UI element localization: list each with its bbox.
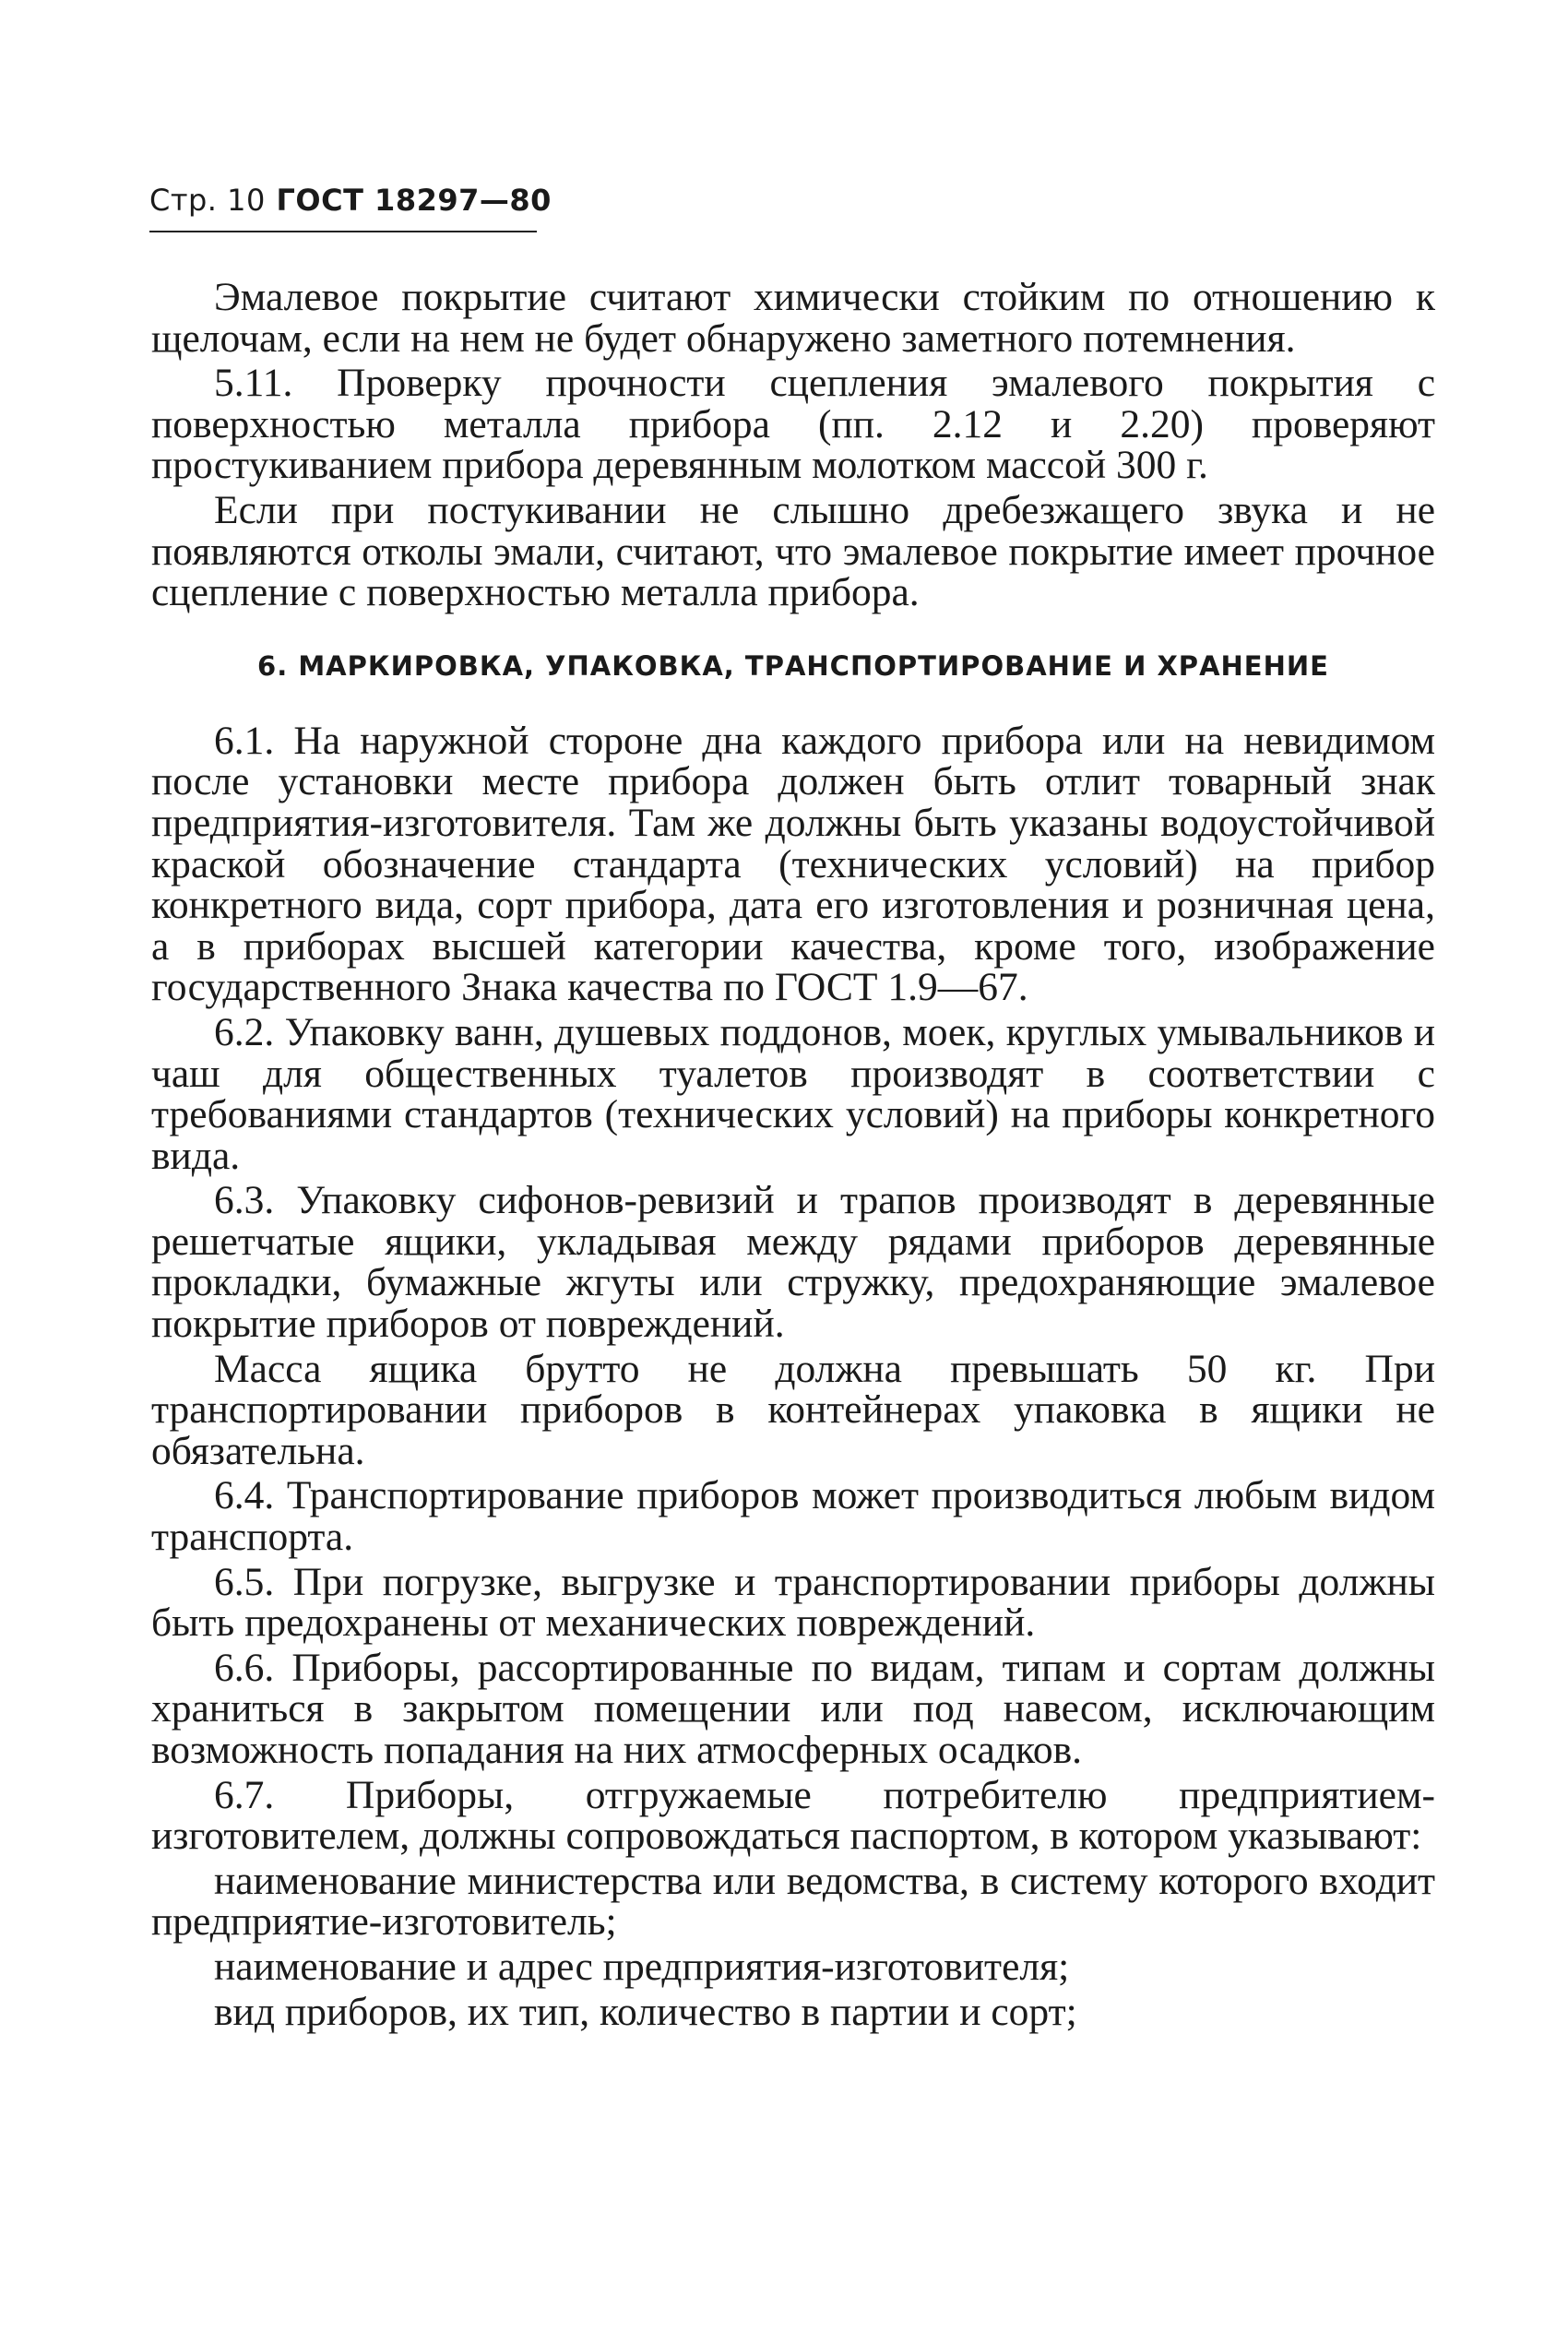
header-divider [149,231,537,232]
document-body [151,277,1435,2036]
paragraph-6-1: 6.1. На наружной стороне дна каждого прибора или на невидимом после установки месте прибора должен быть отлит товарный знак предприятия-изготовителя. Там же должны быть указаны водоустойчивой краской обозначение стандарта (технических условий) на прибор конкретного вида, сорт прибора, дата его изготовления и розничная цена, а в приборах высшей категории качества, кроме того, изображение государственного Знака качества по ГОСТ 1.9—67. [151,718,1435,1010]
paragraph-6-7: 6.7. Приборы, отгружаемые потребителю предприятием-изготовителем, должны сопровождаться паспортом, в котором указывают: [151,1772,1435,1859]
page-header [149,183,552,218]
paragraph-enamel-alkali: Эмалевое покрытие считают химически стойким по отношению к щелочам, если на нем не будет обнаружено заметного потемнения. [151,275,1435,361]
list-item-manufacturer: наименование и адрес предприятия-изготовителя; [214,1944,1070,1989]
paragraph-tapping-result: Если при постукивании не слышно дребезжащего звука и не появляются отколы эмали, считают, что эмалевое покрытие имеет прочное сцепление с поверхностью металла прибора. [151,487,1435,615]
paragraph-6-3: 6.3. Упаковку сифонов-ревизий и трапов производят в деревянные решетчатые ящики, укладывая между рядами приборов деревянные прокладки, бумажные жгуты или стружку, предохраняющие эмалевое покрытие приборов от повреждений. [151,1178,1435,1347]
section-6-title: 6. МАРКИРОВКА, УПАКОВКА, ТРАНСПОРТИРОВАНИЕ И ХРАНЕНИЕ [257,649,1329,682]
list-item-ministry: наименование министерства или ведомства, в систему которого входит предприятие-изготовитель; [151,1858,1435,1945]
standard-designation: ГОСТ 18297—80 [276,183,552,218]
paragraph-6-6: 6.6. Приборы, рассортированные по видам, типам и сортам должны храниться в закрытом помещении или под навесом, исключающим возможность попадания на них атмосферных осадков. [151,1645,1435,1772]
paragraph-box-mass: Масса ящика брутто не должна превышать 50 кг. При транспортировании приборов в контейнерах упаковка в ящики не обязательна. [151,1346,1435,1473]
paragraph-6-5: 6.5. При погрузке, выгрузке и транспортировании приборы должны быть предохранены от механических повреждений. [151,1559,1435,1646]
paragraph-6-4: 6.4. Транспортирование приборов может производиться любым видом транспорта. [151,1473,1435,1560]
list-item-device-type: вид приборов, их тип, количество в партии и сорт; [214,1989,1077,2034]
paragraph-5-11: 5.11. Проверку прочности сцепления эмалевого покрытия с поверхностью металла прибора (пп. 2.12 и 2.20) проверяют простукиванием прибора деревянным молотком массой 300 г. [151,361,1435,488]
paragraph-6-2: 6.2. Упаковку ванн, душевых поддонов, моек, круглых умывальников и чаш для общественных туалетов производят в соответствии с требованиями стандартов (технических условий) на приборы конкретного вида. [151,1009,1435,1178]
page-number: Стр. 10 [149,183,266,218]
